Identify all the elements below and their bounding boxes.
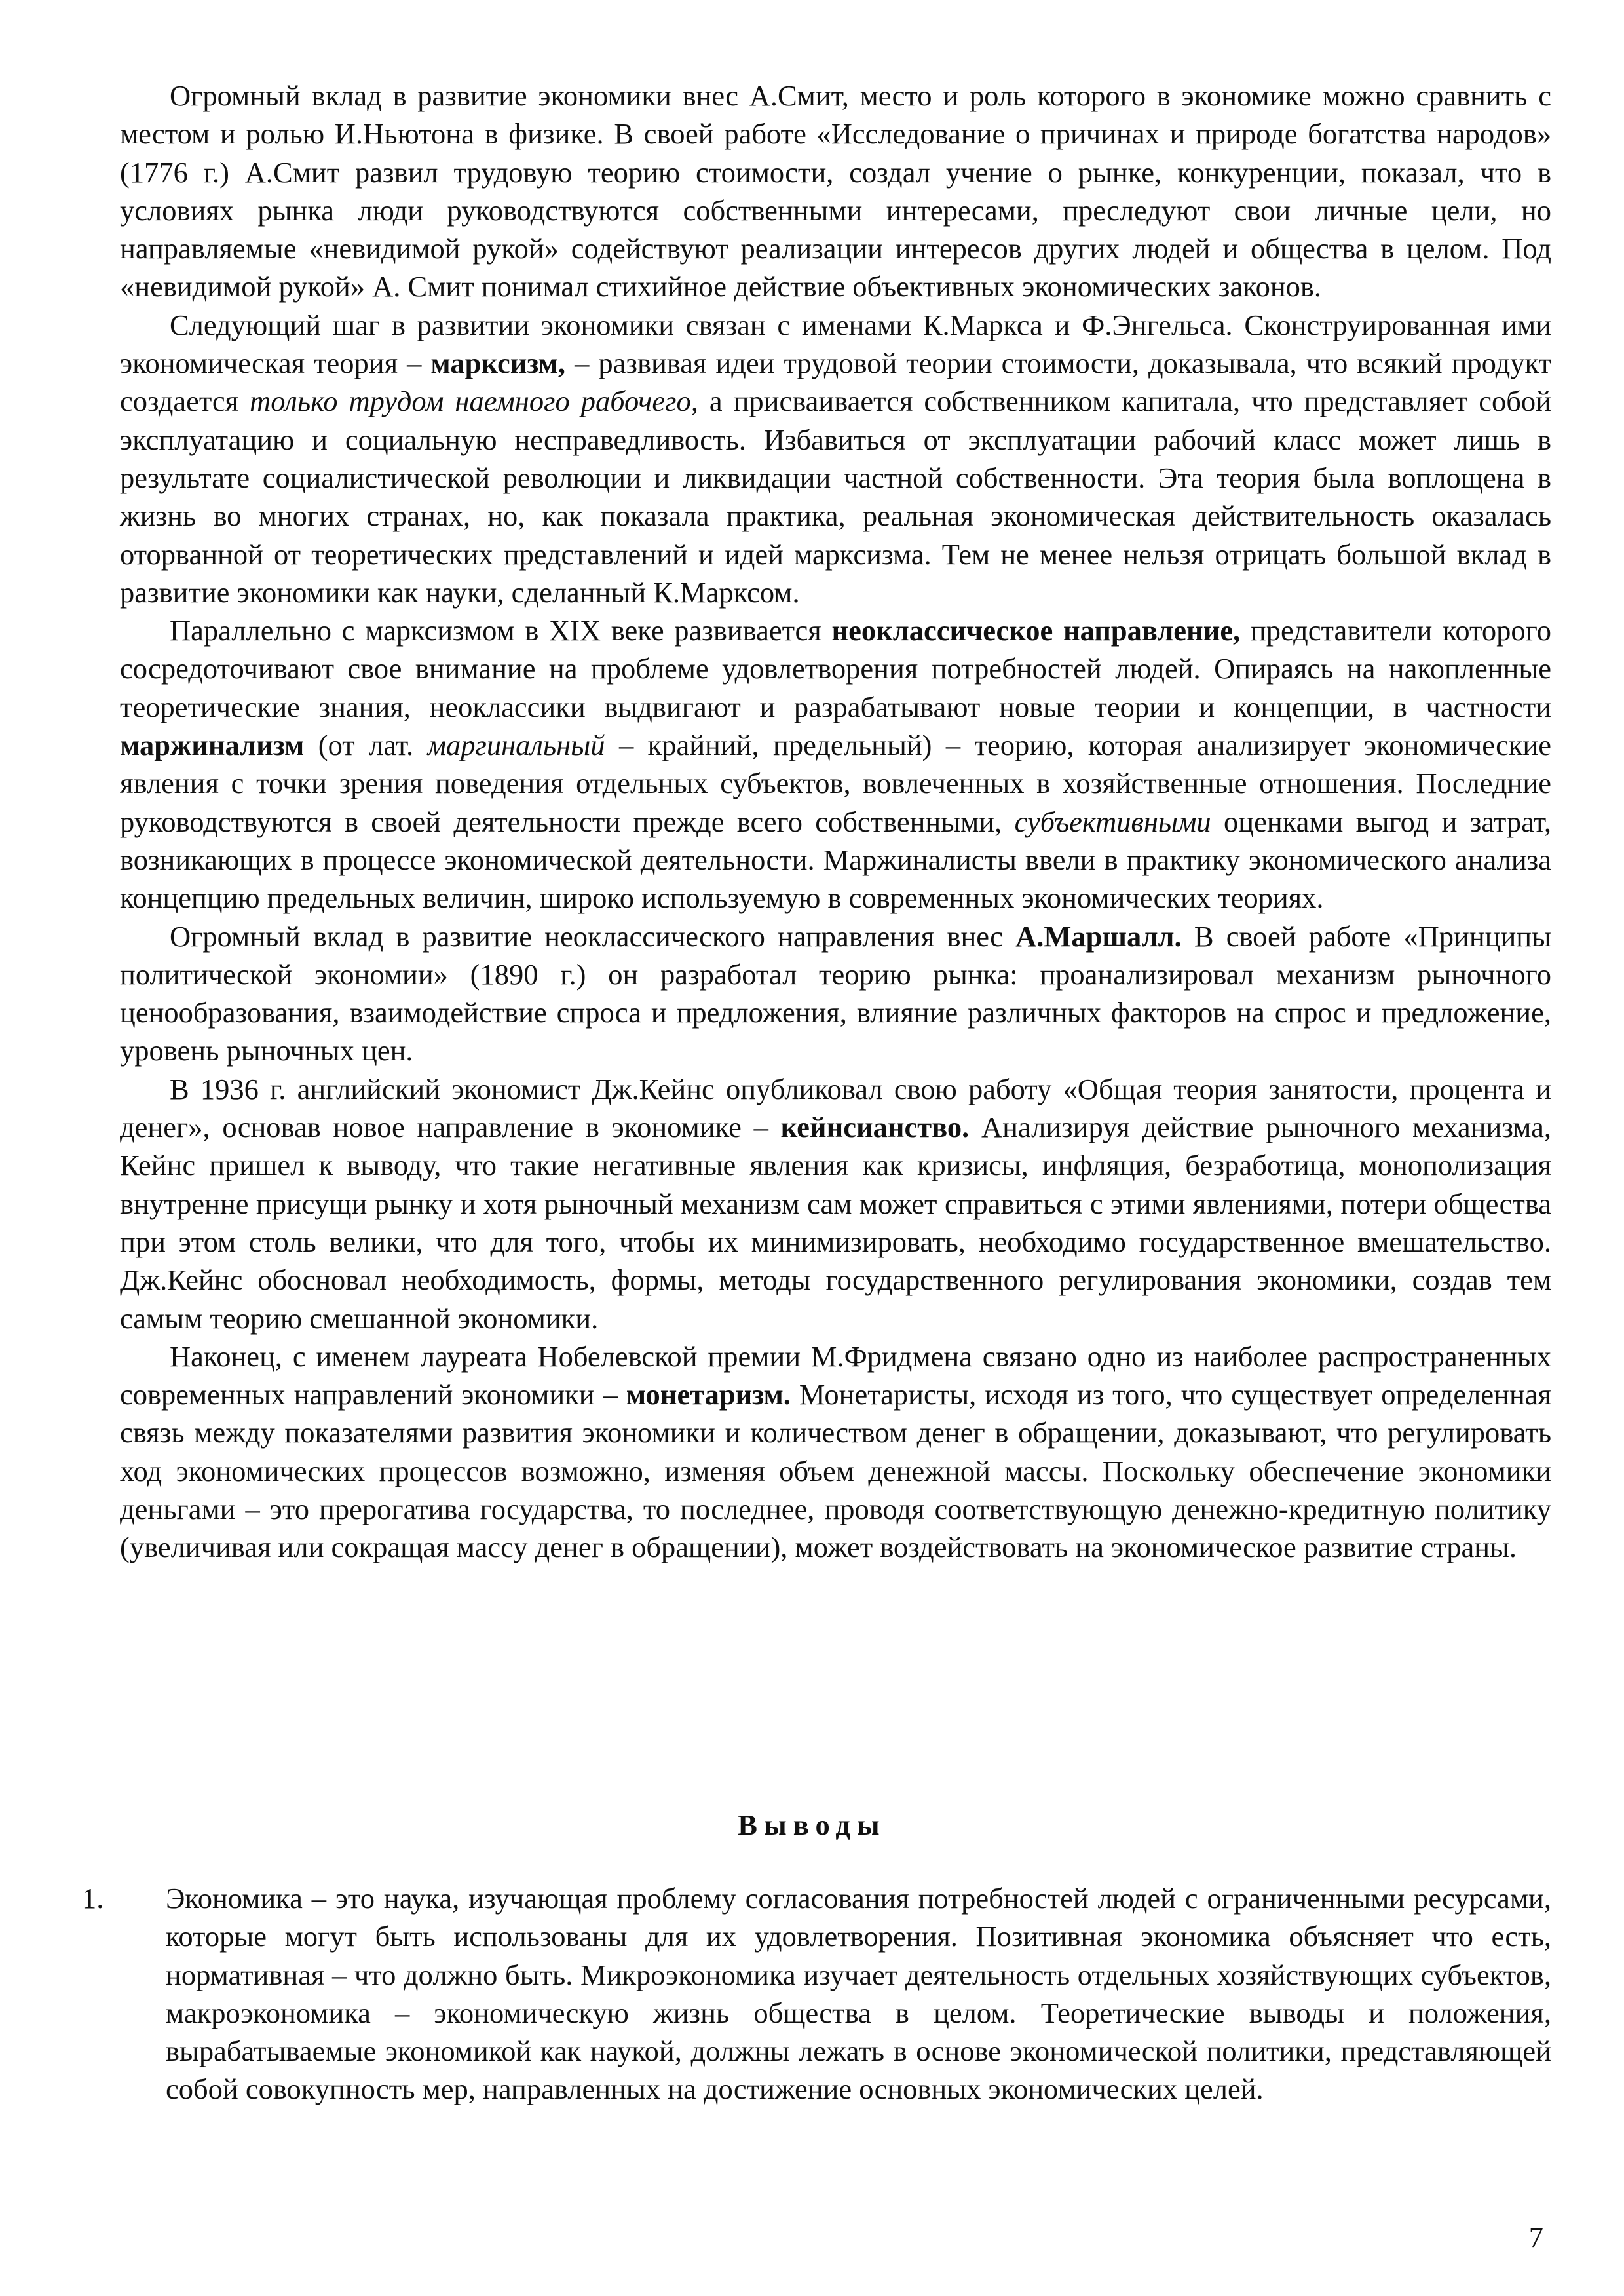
- paragraph-text: (от лат.: [304, 729, 428, 762]
- paragraph-text: Следующий шаг в развитии экономики связан с именами К.Маркса и Ф.Энгельса. Сконструированная ими экономическая теория –: [120, 308, 1551, 380]
- paragraph-text: – развивая идеи трудовой теории стоимости, доказывала, что всякий продукт создается: [120, 347, 1551, 418]
- emphasis-text: субъективными: [1014, 805, 1211, 838]
- paragraph-text: Параллельно с марксизмом в XIX веке развивается: [170, 614, 832, 647]
- list-item-text: Экономика – это наука, изучающая проблему согласования потребностей людей с ограниченными ресурсами, которые могут быть использованы для их удовлетворения. Позитивная экономика объясняет что есть, нормативная – что должно быть. Микроэкономика изучает деятельность отдельных хозяйствующих субъектов, макроэкономика – экономическую жизнь общества в целом. Теоретические выводы и положения, вырабатываемые экономикой как наукой, должны лежать в основе экономической политики, представляющей собой совокупность мер, направленных на достижение основных экономических целей.: [166, 1882, 1551, 2106]
- term-marginalism: маржинализм: [120, 729, 305, 762]
- term-keynesianism: кейнсианство.: [780, 1111, 970, 1144]
- paragraph-text: Наконец, с именем лауреата Нобелевской премии М.Фридмена связано одно из наиболее распространенных современных направлений экономики –: [120, 1339, 1551, 1411]
- paragraph-text: – крайний, предельный) – теорию, которая анализирует экономические явления с точки зрения поведения отдельных субъектов, вовлеченных в хозяйственные отношения. Последние руководствуются в своей деятельности прежде всего собственными,: [120, 729, 1552, 838]
- term-neoclassical: неоклассическое направление,: [831, 614, 1241, 647]
- emphasis-text: только трудом наемного рабочего,: [250, 385, 698, 418]
- paragraph-text: Огромный вклад в развитие неоклассического направления внес: [170, 919, 1016, 953]
- list-item-number: 1.: [82, 1882, 104, 1915]
- term-marshall: А.Маршалл.: [1015, 919, 1182, 953]
- term-monetarism: монетаризм.: [626, 1378, 791, 1411]
- paragraph-text: Анализируя действие рыночного механизма, Кейнс пришел к выводу, что такие негативные явления как кризисы, инфляция, безработица, монополизация внутренне присущи рынку и хотя рыночный механизм сам может справиться с этими явлениями, потери общества при этом столь велики, что для того, чтобы их минимизировать, необходимо государственное вмешательство. Дж.Кейнс обосновал необходимость, формы, методы государственного регулирования экономики, создав тем самым теорию смешанной экономики.: [120, 1111, 1551, 1335]
- paragraph-marshall: [120, 917, 1551, 1070]
- emphasis-text: маргинальный: [427, 729, 605, 762]
- paragraph-text: представители которого сосредоточивают свое внимание на проблеме удовлетворения потребностей людей. Опираясь на накопленные теоретические знания, неоклассики выдвигают и разрабатывают новые теории и концепции, в частности: [120, 614, 1551, 723]
- body-text: [120, 77, 1551, 1567]
- paragraph-text: а присваивается собственником капитала, что представляет собой эксплуатацию и социальную несправедливость. Избавиться от эксплуатации рабочий класс может лишь в результате социалистической революции и ликвидации частной собственности. Эта теория была воплощена в жизнь во многих странах, но, как показала практика, реальная экономическая действительность оказалась оторванной от теоретических представлений и идей марксизма. Тем не менее нельзя отрицать большой вклад в развитие экономики как науки, сделанный К.Марксом.: [120, 385, 1551, 609]
- term-marxism: марксизм,: [430, 347, 566, 380]
- paragraph-friedman: [120, 1337, 1551, 1567]
- list-item: [82, 1879, 1551, 2109]
- paragraph-text: оценками выгод и затрат, возникающих в процессе экономической деятельности. Маржиналисты ввели в практику экономического анализа концепцию предельных величин, широко используемую в современных экономических теориях.: [120, 805, 1551, 915]
- conclusions-list: [82, 1879, 1551, 2109]
- paragraph-text: Монетаристы, исходя из того, что существует определенная связь между показателями развития экономики и количеством денег в обращении, доказывают, что регулировать ход экономических процессов возможно, изменяя объем денежной массы. Поскольку обеспечение экономики деньгами – это прерогатива государства, то последнее, проводя соответствующую денежно-кредитную политику (увеличивая или сокращая массу денег в обращении), может воздействовать на экономическое развитие страны.: [120, 1378, 1551, 1564]
- paragraph-text: Огромный вклад в развитие экономики внес А.Смит, место и роль которого в экономике можно сравнить с местом и ролью И.Ньютона в физике. В своей работе «Исследование о причинах и природе богатства народов» (1776 г.) А.Смит развил трудовую теорию стоимости, создал учение о рынке, конкуренции, показал, что в условиях рынка люди руководствуются собственными интересами, преследуют свои личные цели, но направляемые «невидимой рукой» содействуют реализации интересов других людей и общества в целом. Под «невидимой рукой» А. Смит понимал стихийное действие объективных экономических законов.: [120, 79, 1551, 303]
- paragraph-smith: [120, 77, 1551, 306]
- paragraph-text: В 1936 г. английский экономист Дж.Кейнс опубликовал свою работу «Общая теория занятости, процента и денег», основав новое направление в экономике –: [120, 1072, 1551, 1144]
- paragraph-marx: [120, 306, 1551, 611]
- paragraph-keynes: [120, 1070, 1551, 1337]
- paragraph-neoclassical: [120, 611, 1551, 917]
- section-title: Выводы: [738, 1808, 886, 1841]
- paragraph-text: В своей работе «Принципы политической экономии» (1890 г.) он разработал теорию рынка: проанализировал механизм рыночного ценообразования, взаимодействие спроса и предложения, влияние различных факторов на спрос и предложение, уровень рыночных цен.: [120, 919, 1551, 1067]
- page-number: 7: [1528, 2221, 1543, 2253]
